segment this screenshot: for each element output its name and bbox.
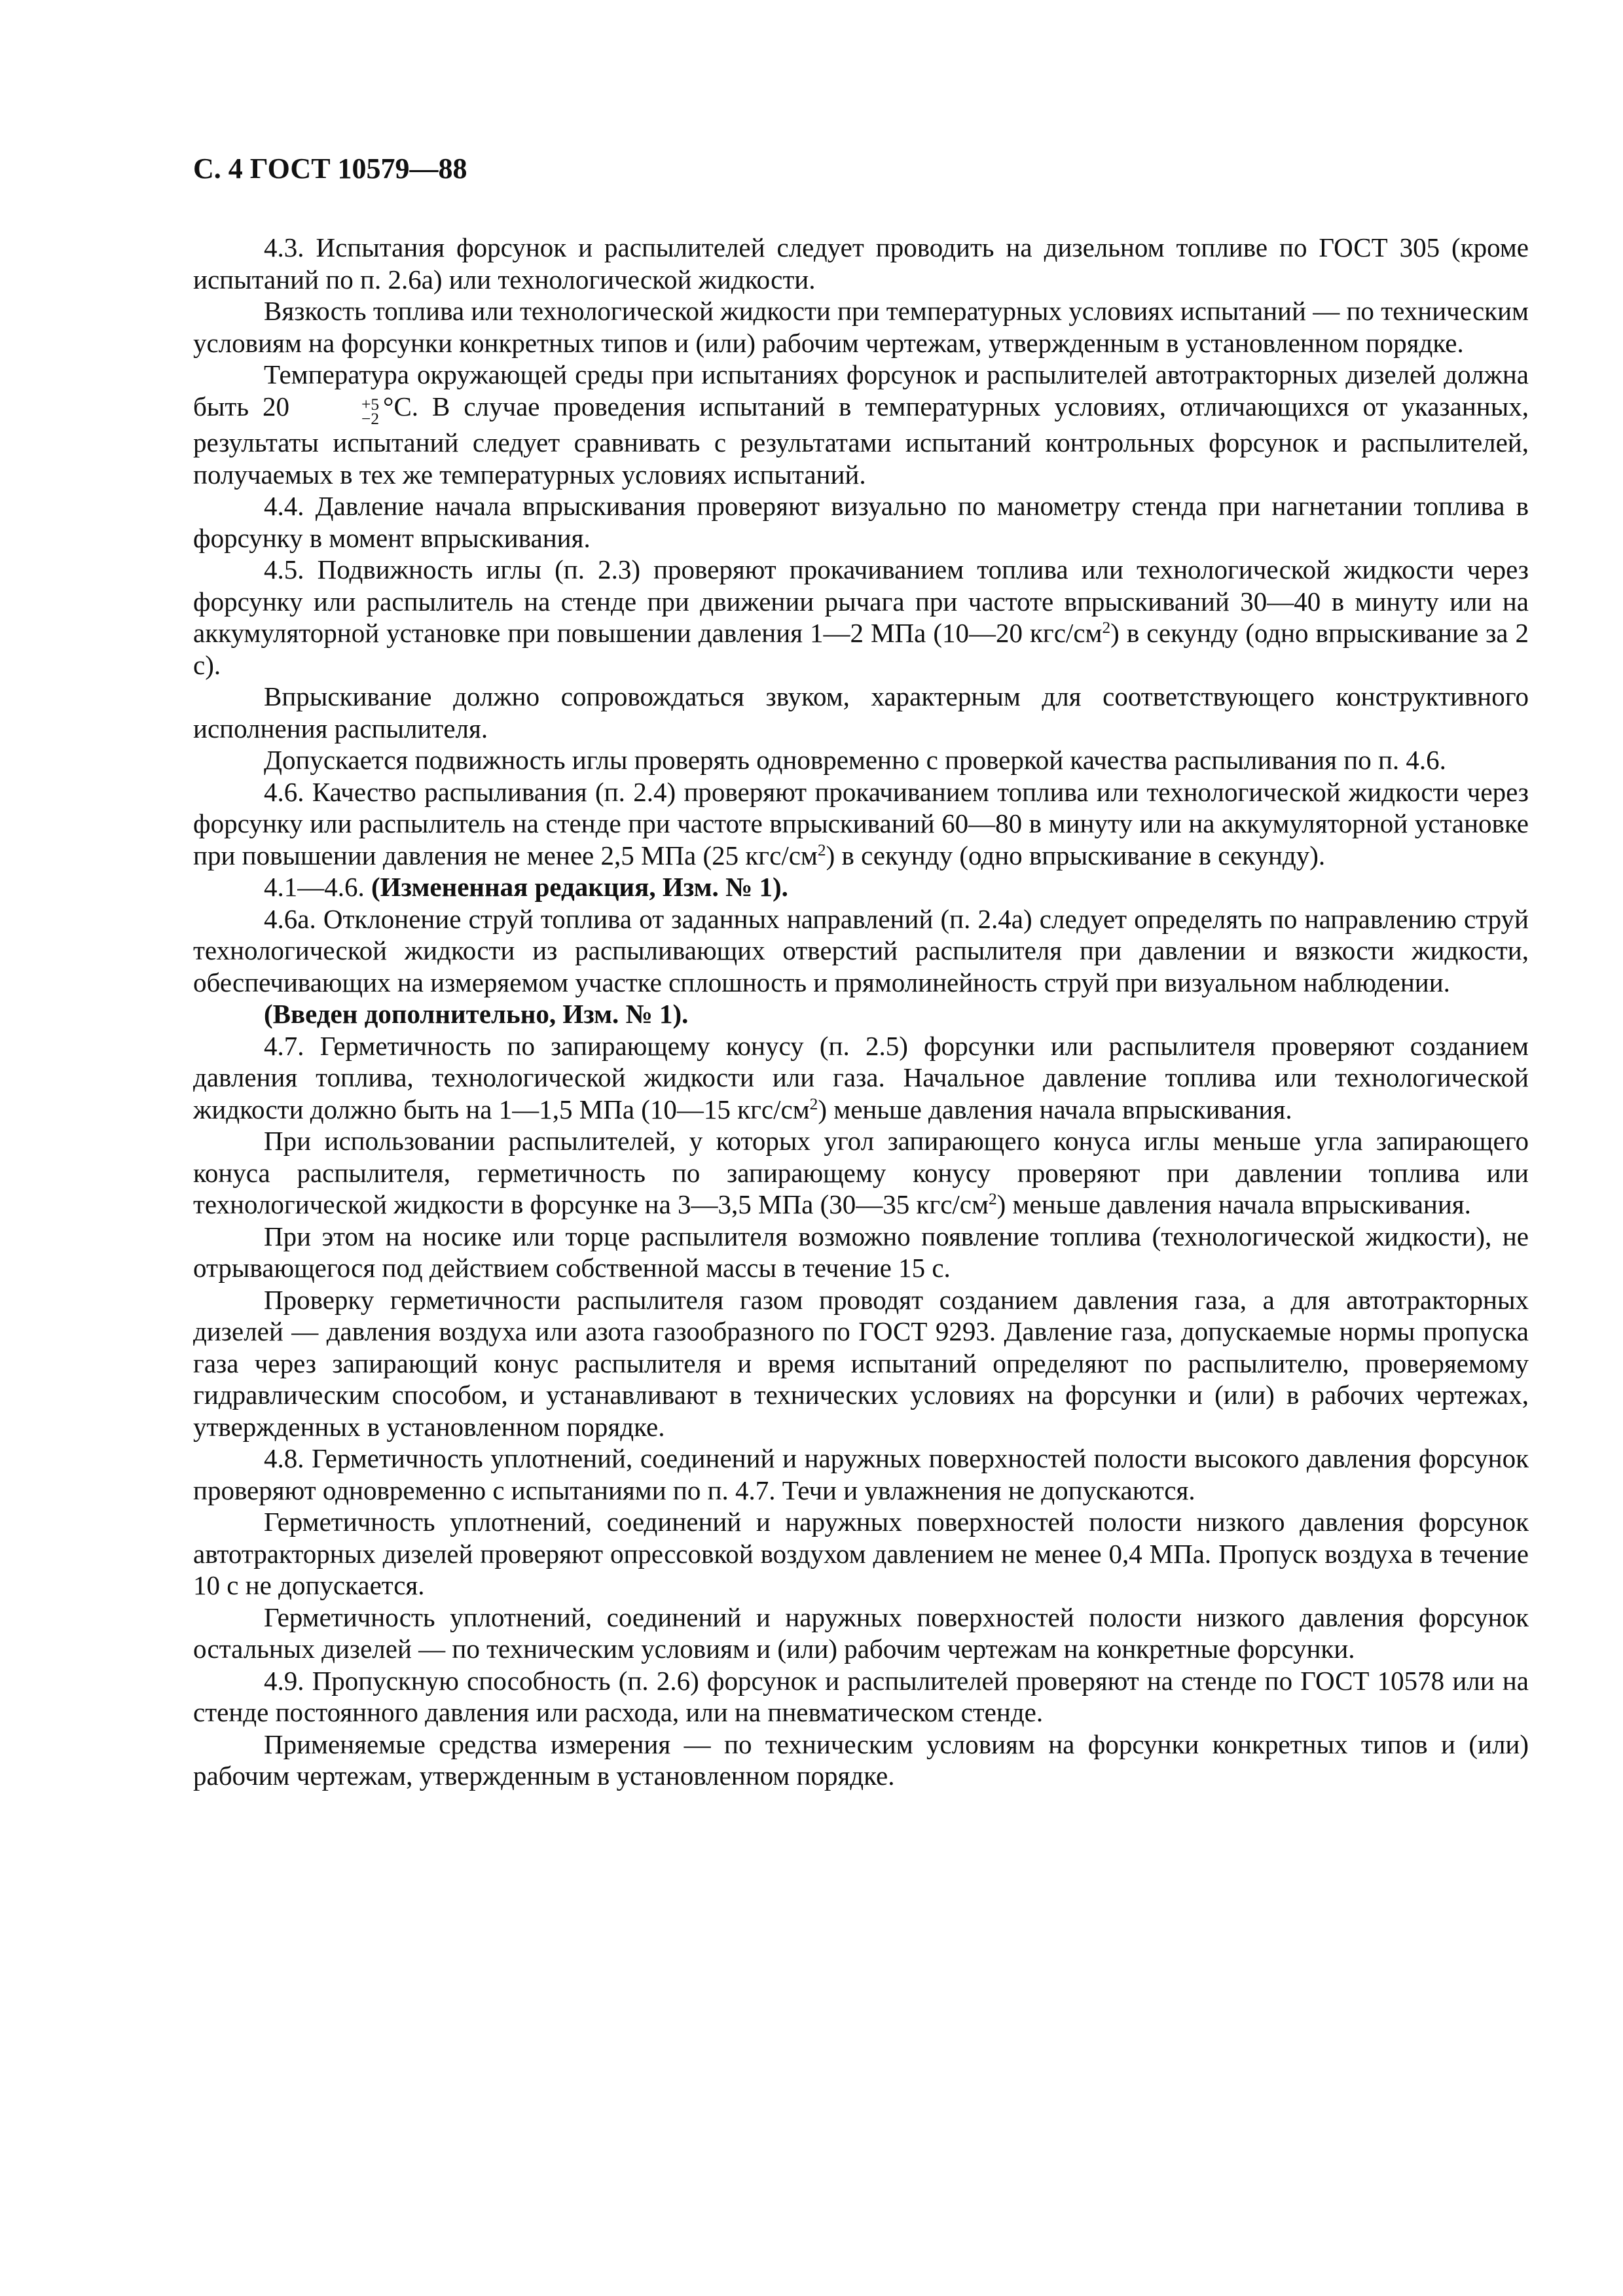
paragraph-4-6 (193, 776, 1529, 872)
temperature-text-b: °С. В случае проведения испытаний в температурных условиях, отличающихся от указанных, результаты испытаний следует сравнивать с результатами испытаний контрольных форсунок и распылителей, получаемых в тех же температурных условиях испытаний. (193, 391, 1529, 490)
amendment-range: 4.1—4.6. (264, 872, 371, 903)
amendment-note: (Измененная редакция, Изм. № 1). (371, 872, 788, 903)
paragraph-4-6a: 4.6а. Отклонение струй топлива от заданных направлений (п. 2.4а) следует определять по направлению струй технологической жидкости из распыливающих отверстий распылителя при давлении и вязкости жидкости, обеспечивающих на измеряемом участке сплошность и прямолинейность струй при визуальном наблюдении. (193, 903, 1529, 997)
paragraph-needle-check: Допускается подвижность иглы проверять одновременно с проверкой качества распыливания по п. 4.6. (264, 745, 1446, 776)
paragraph-amendment-4-6a (193, 998, 1529, 1030)
paragraph-gas-check: Проверку герметичности распылителя газом проводят созданием давления газа, а для автотракторных дизелей — давления воздуха или азота газообразного по ГОСТ 9293. Давление газа, допускаемые нормы пропуска газа через запирающий конус распылителя и время испытаний определяют по распылителю, проверяемому гидравлическим способом, и устанавливают в технических условиях на форсунки и (или) в рабочих чертежах, утвержденных в установленном порядке. (193, 1284, 1529, 1442)
paragraph-cone-angle (193, 1125, 1529, 1221)
paragraph-4-5-text-a: 4.5. Подвижность иглы (п. 2.3) проверяют прокачиванием топлива или технологической жидкости через форсунку или распылитель на стенде при движении рычага при частоте впрыскиваний 30—40 в минуту или на аккумуляторной установке при повышении давления 1—2 МПа (10—20 кгс/см (193, 554, 1529, 649)
superscript: 2 (817, 840, 826, 859)
paragraph-cone-angle-text-b: ) меньше давления начала впрыскивания. (996, 1189, 1471, 1220)
paragraph-4-3: 4.3. Испытания форсунок и распылителей следует проводить на дизельном топливе по ГОСТ 305 (кроме испытаний по п. 2.6а) или технологической жидкости. (193, 232, 1529, 295)
paragraph-temperature (193, 359, 1529, 490)
paragraph-4-8: 4.8. Герметичность уплотнений, соединений и наружных поверхностей полости высокого давления форсунок проверяют одновременно с испытаниями по п. 4.7. Течи и увлажнения не допускаются. (193, 1443, 1529, 1505)
paragraph-viscosity: Вязкость топлива или технологической жидкости при температурных условиях испытаний — по техническим условиям на форсунки конкретных типов и (или) рабочим чертежам, утвержденным в установленном порядке. (193, 296, 1529, 358)
paragraph-4-5 (193, 554, 1529, 681)
paragraph-low-pressure-other: Герметичность уплотнений, соединений и наружных поверхностей полости низкого давления форсунок остальных дизелей — по техническим условиям и (или) рабочим чертежам на конкретные форсунки. (193, 1602, 1529, 1664)
paragraph-4-6-text-a: 4.6. Качество распыливания (п. 2.4) проверяют прокачиванием топлива или технологической жидкости через форсунку или распылитель на стенде при частоте впрыскиваний 60—80 в минуту или на аккумуляторной установке при повышении давления не менее 2,5 МПа (25 кгс/см (193, 776, 1529, 870)
paragraph-4-5-text-b: ) в секунду (одно впрыскивание за 2 с). (193, 618, 1529, 680)
paragraph-low-pressure-auto: Герметичность уплотнений, соединений и наружных поверхностей полости низкого давления форсунок автотракторных дизелей проверяют опрессовкой воздухом давлением не менее 0,4 МПа. Пропуск воздуха в течение 10 с не допускается. (193, 1507, 1529, 1601)
paragraph-4-7-text-a: 4.7. Герметичность по запирающему конусу (п. 2.5) форсунки или распылителя проверяют созданием давления топлива, технологической жидкости или газа. Начальное давление топлива или технологической жидкости должно быть на 1—1,5 МПа (10—15 кгс/см (193, 1030, 1529, 1124)
paragraph-sound: Впрыскивание должно сопровождаться звуком, характерным для соответствующего конструктивного исполнения распылителя. (193, 681, 1529, 744)
paragraph-4-7-text-b: ) меньше давления начала впрыскивания. (818, 1094, 1292, 1124)
tolerance-upper: +5 (361, 395, 380, 414)
paragraph-cone-angle-text-a: При использовании распылителей, у которых угол запирающего конуса иглы меньше угла запирающего конуса распылителя, герметичность по запирающему конусу проверяют при давлении топлива или технологической жидкости в форсунке на 3—3,5 МПа (30—35 кгс/см (193, 1126, 1529, 1220)
tolerance-lower: −2 (361, 410, 380, 429)
paragraph-4-4: 4.4. Давление начала впрыскивания проверяют визуально по манометру стенда при нагнетании топлива в форсунку в момент впрыскивания. (193, 491, 1529, 553)
page-header: С. 4 ГОСТ 10579—88 (193, 152, 467, 185)
paragraph-4-9: 4.9. Пропускную способность (п. 2.6) форсунок и распылителей проверяют на стенде по ГОСТ 10578 или на стенде постоянного давления или расхода, или на пневматическом стенде. (193, 1665, 1529, 1728)
superscript: 2 (1102, 619, 1111, 637)
temperature-text-a: Температура окружающей среды при испытаниях форсунок и распылителей автотракторных дизелей должна быть 20 (193, 359, 1529, 422)
superscript: 2 (988, 1190, 997, 1209)
temperature-tolerance (291, 397, 379, 427)
paragraph-measurement-tools: Применяемые средства измерения — по техническим условиям на форсунки конкретных типов и (или) рабочим чертежам, утвержденным в установленном порядке. (193, 1729, 1529, 1791)
document-page (193, 151, 1529, 1792)
paragraph-4-6-text-b: ) в секунду (одно впрыскивание в секунду). (826, 840, 1326, 870)
amendment-note: (Введен дополнительно, Изм. № 1). (264, 999, 689, 1030)
paragraph-4-7 (193, 1030, 1529, 1126)
paragraph-amendment-4-1-4-6 (193, 871, 1529, 903)
paragraph-fuel-appearance: При этом на носике или торце распылителя возможно появление топлива (технологической жидкости), не отрывающегося под действием собственной массы в течение 15 с. (193, 1221, 1529, 1283)
superscript: 2 (809, 1094, 818, 1113)
